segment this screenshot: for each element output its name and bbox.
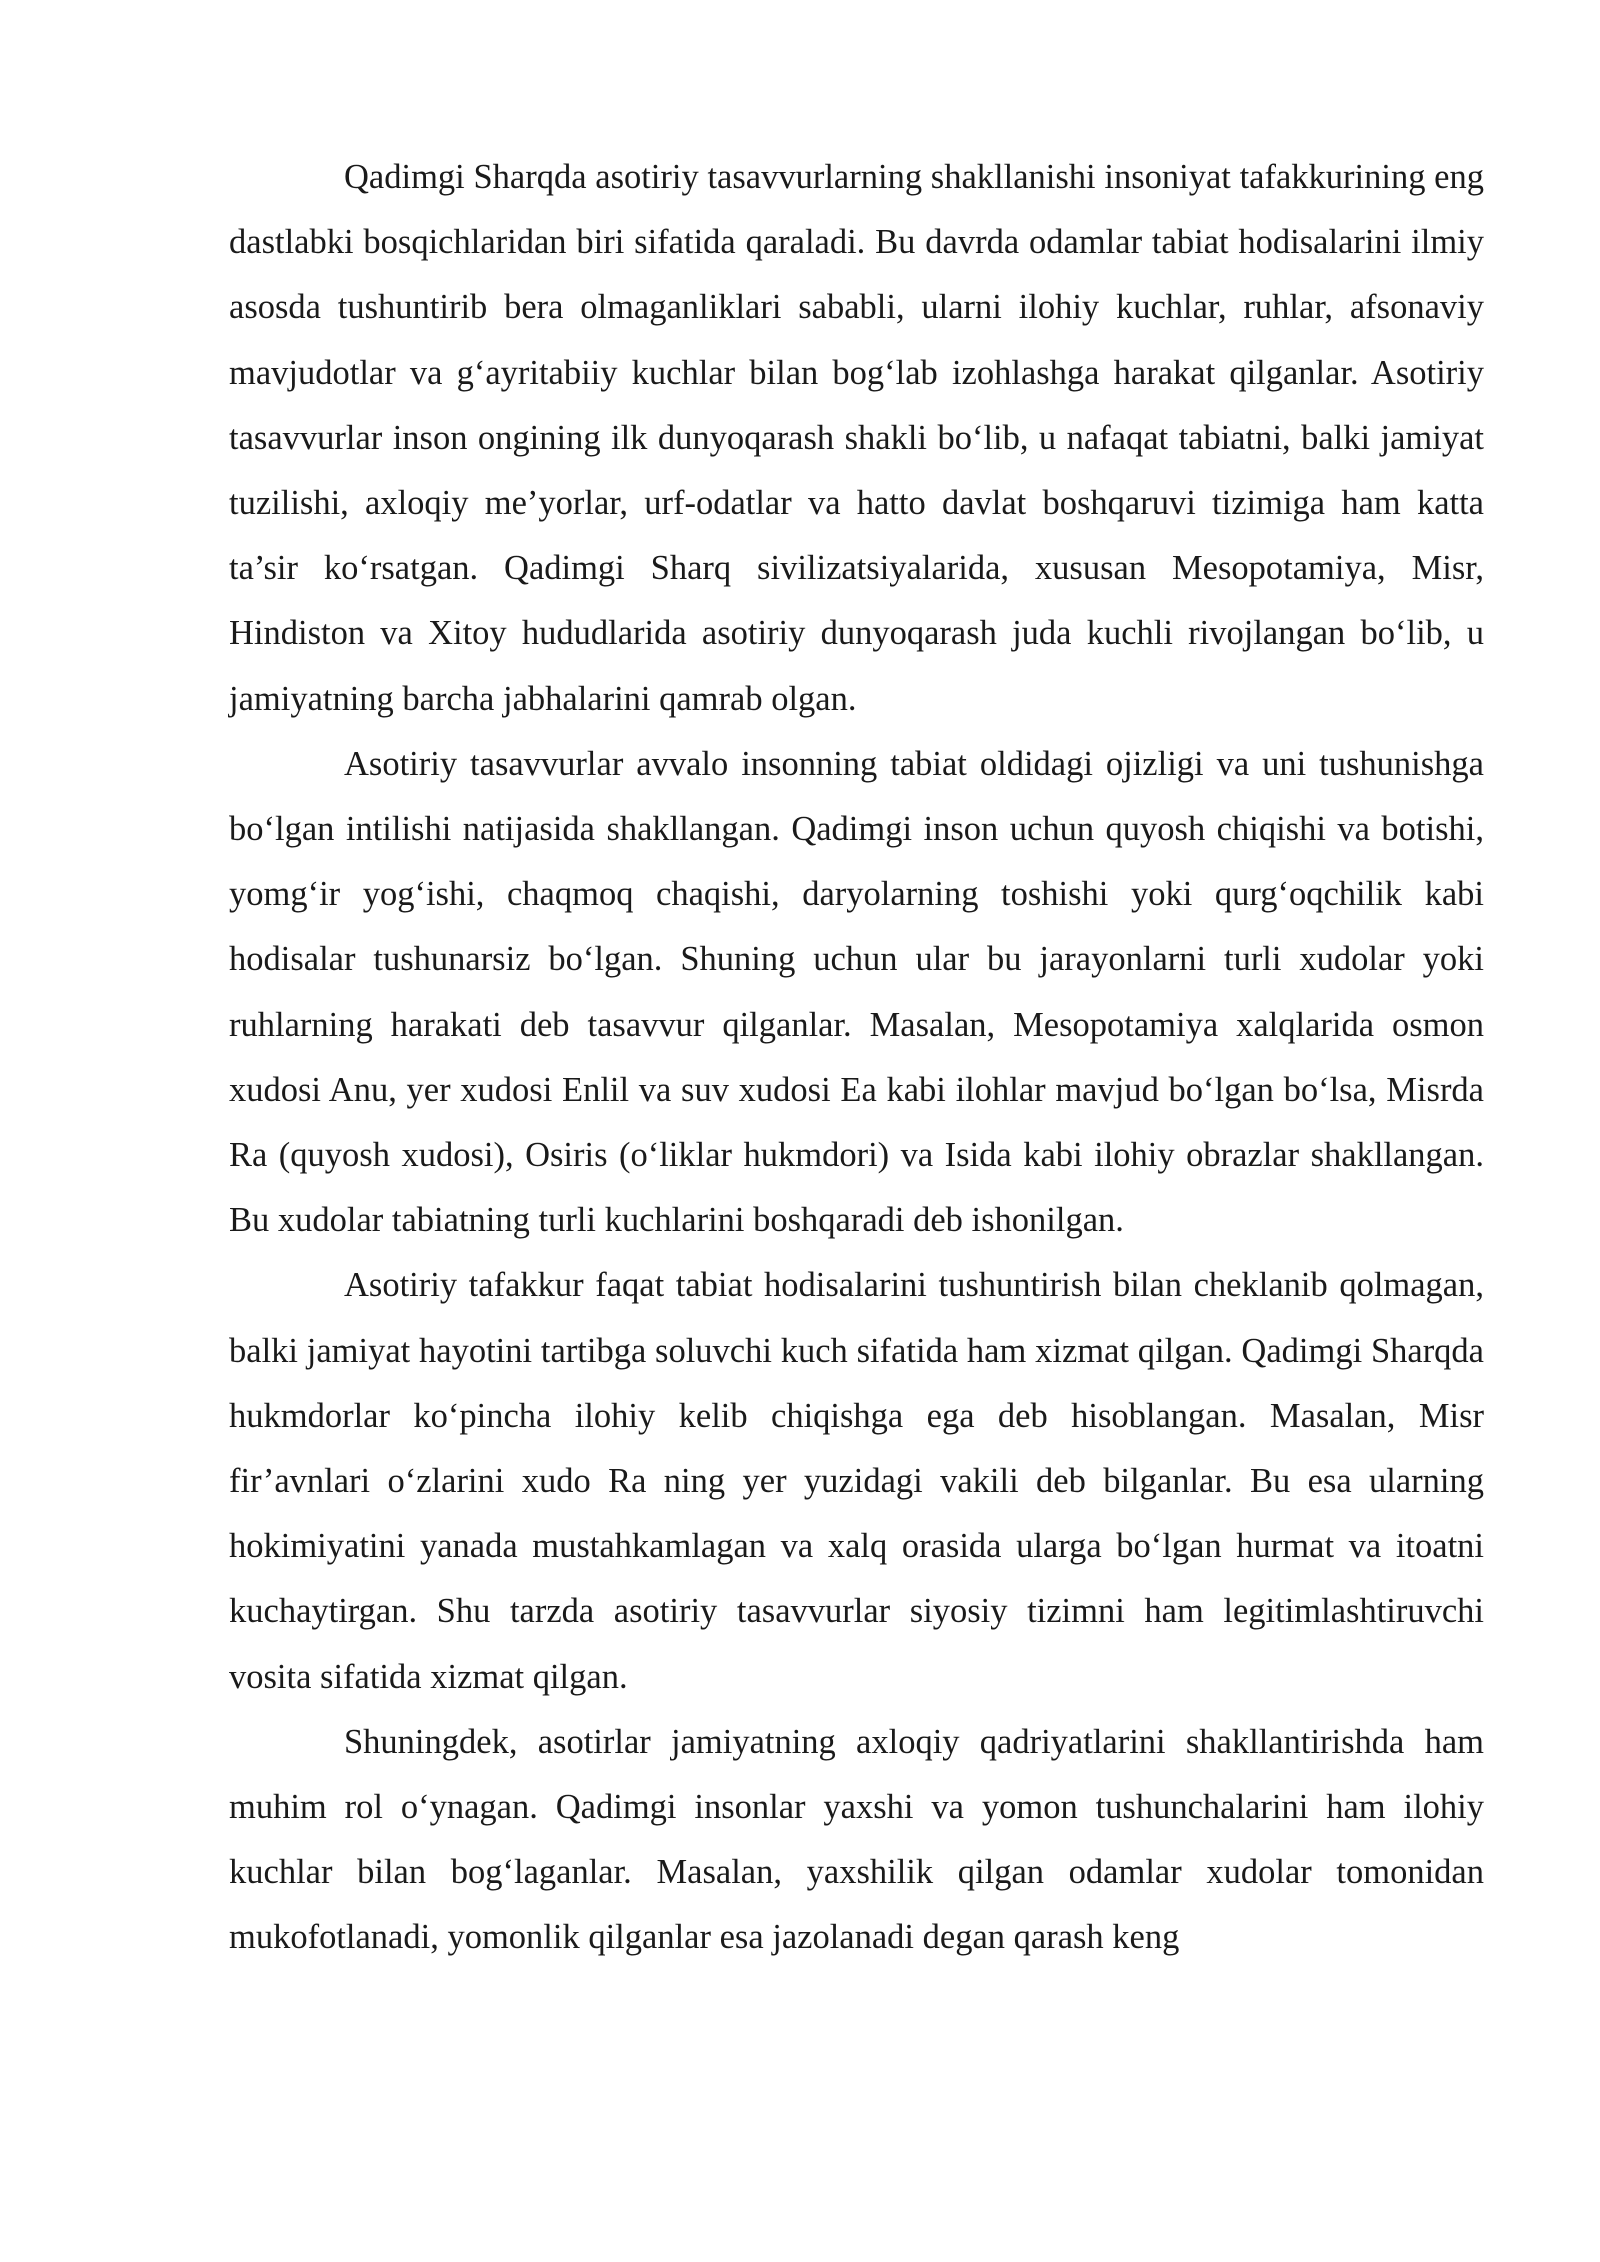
paragraph-1: Qadimgi Sharqda asotiriy tasavvurlarning shakllanishi insoniyat tafakkurining eng dastlabki bosqichlaridan biri sifatida qaraladi. Bu davrda odamlar tabiat hodisalarini ilmiy asosda tushuntirib bera olmaganliklari sababli, ularni ilohiy kuchlar, ruhlar, afsonaviy mavjudotlar va g‘ayritabiiy kuchlar bilan bog‘lab izohlashga harakat qilganlar. Asotiriy tasavvurlar inson ongining ilk dunyoqarash shakli bo‘lib, u nafaqat tabiatni, balki jamiyat tuzilishi, axloqiy me’yorlar, urf-odatlar va hatto davlat boshqaruvi tizimiga ham katta ta’sir ko‘rsatgan. Qadimgi Sharq sivilizatsiyalarida, xususan Mesopotamiya, Misr, Hindiston va Xitoy hududlarida asotiriy dunyoqarash juda kuchli rivojlangan bo‘lib, u jamiyatning barcha jabhalarini qamrab olgan. <box>229 158 1484 718</box>
paragraph-3: Asotiriy tafakkur faqat tabiat hodisalarini tushuntirish bilan cheklanib qolmagan, balki jamiyat hayotini tartibga soluvchi kuch sifatida ham xizmat qilgan. Qadimgi Sharqda hukmdorlar ko‘pincha ilohiy kelib chiqishga ega deb hisoblangan. Masalan, Misr fir’avnlari o‘zlarini xudo Ra ning yer yuzidagi vakili deb bilganlar. Bu esa ularning hokimiyatini yanada mustahkamlagan va xalq orasida ularga bo‘lgan hurmat va itoatni kuchaytirgan. Shu tarzda asotiriy tasavvurlar siyosiy tizimni ham legitimlashtiruvchi vosita sifatida xizmat qilgan. <box>229 1266 1484 1696</box>
paragraph-4: Shuningdek, asotirlar jamiyatning axloqiy qadriyatlarini shakllantirishda ham muhim rol o‘ynagan. Qadimgi insonlar yaxshi va yomon tushunchalarini ham ilohiy kuchlar bilan bog‘laganlar. Masalan, yaxshilik qilgan odamlar xudolar tomonidan mukofotlanadi, yomonlik qilganlar esa jazolanadi degan qarash keng <box>229 1722 1484 1957</box>
paragraph-2: Asotiriy tasavvurlar avvalo insonning tabiat oldidagi ojizligi va uni tushunishga bo‘lgan intilishi natijasida shakllangan. Qadimgi inson uchun quyosh chiqishi va botishi, yomg‘ir yog‘ishi, chaqmoq chaqishi, daryolarning toshishi yoki qurg‘oqchilik kabi hodisalar tushunarsiz bo‘lgan. Shuning uchun ular bu jarayonlarni turli xudolar yoki ruhlarning harakati deb tasavvur qilganlar. Masalan, Mesopotamiya xalqlarida osmon xudosi Anu, yer xudosi Enlil va suv xudosi Ea kabi ilohlar mavjud bo‘lgan bo‘lsa, Misrda Ra (quyosh xudosi), Osiris (o‘liklar hukmdori) va Isida kabi ilohiy obrazlar shakllangan. Bu xudolar tabiatning turli kuchlarini boshqaradi deb ishonilgan. <box>229 744 1484 1240</box>
document-body <box>229 145 1484 1971</box>
